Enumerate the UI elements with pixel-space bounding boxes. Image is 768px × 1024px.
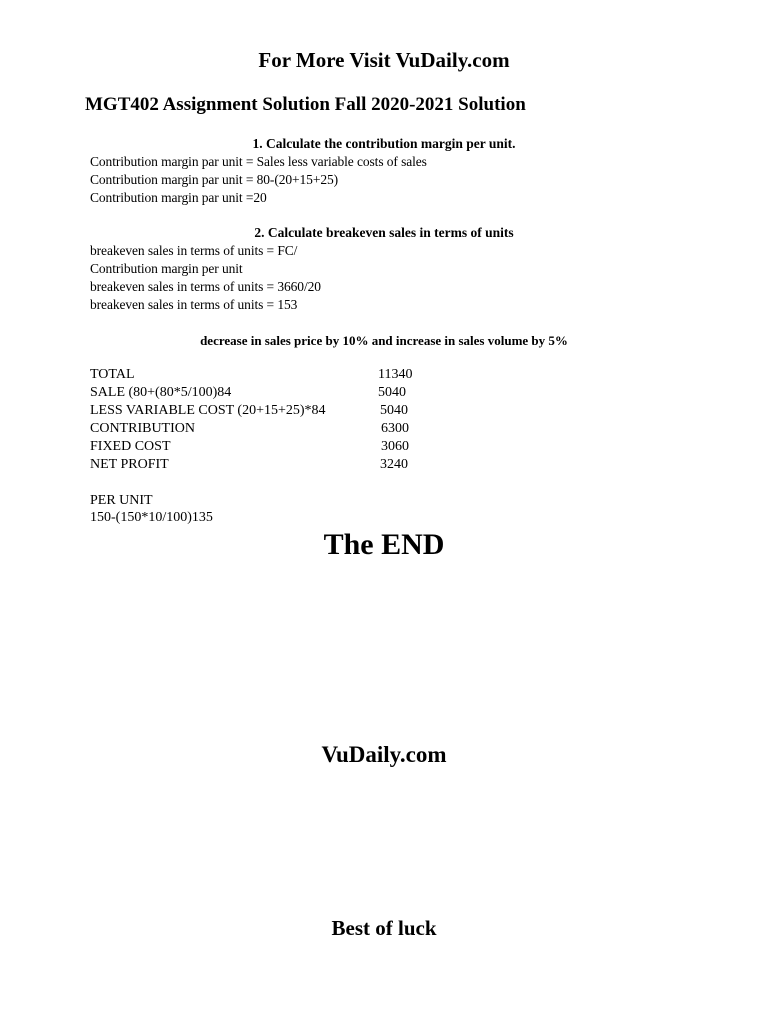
table-row-label: NET PROFIT: [90, 457, 169, 472]
q1-line: Contribution margin par unit = Sales less variable costs of sales: [90, 154, 427, 169]
q2-heading: 2. Calculate breakeven sales in terms of units: [254, 225, 514, 240]
table-row-label: CONTRIBUTION: [90, 421, 195, 436]
per-unit-label: PER UNIT: [90, 493, 153, 508]
table-row-label: FIXED COST: [90, 439, 171, 454]
q1-heading: 1. Calculate the contribution margin per unit.: [252, 136, 516, 151]
table-row-label: LESS VARIABLE COST (20+15+25)*84: [90, 403, 326, 418]
q2-line: Contribution margin per unit: [90, 261, 243, 276]
q2-line: breakeven sales in terms of units = 153: [90, 297, 298, 312]
document-title: MGT402 Assignment Solution Fall 2020-2021 Solution: [85, 94, 526, 115]
end-title: The END: [323, 528, 445, 561]
table-row-value: 5040: [378, 385, 406, 400]
per-unit-calc: 150-(150*10/100)135: [90, 510, 213, 525]
table-row-label: SALE (80+(80*5/100)84: [90, 385, 232, 400]
table-row-value: 11340: [378, 367, 413, 382]
site-header: For More Visit VuDaily.com: [258, 48, 510, 72]
q1-line: Contribution margin par unit = 80-(20+15+25): [90, 172, 339, 187]
q2-line: breakeven sales in terms of units = FC/: [90, 243, 298, 258]
q2-line: breakeven sales in terms of units = 3660/20: [90, 279, 321, 294]
table-row-value: 6300: [381, 421, 409, 436]
table-row-value: 5040: [380, 403, 408, 418]
closing-text: Best of luck: [331, 916, 437, 940]
q1-line: Contribution margin par unit =20: [90, 190, 267, 205]
table-row-value: 3060: [381, 439, 409, 454]
footer-brand: VuDaily.com: [321, 742, 447, 767]
table-row-label: TOTAL: [90, 367, 135, 382]
table-row-value: 3240: [380, 457, 408, 472]
q3-heading: decrease in sales price by 10% and increase in sales volume by 5%: [200, 333, 568, 348]
